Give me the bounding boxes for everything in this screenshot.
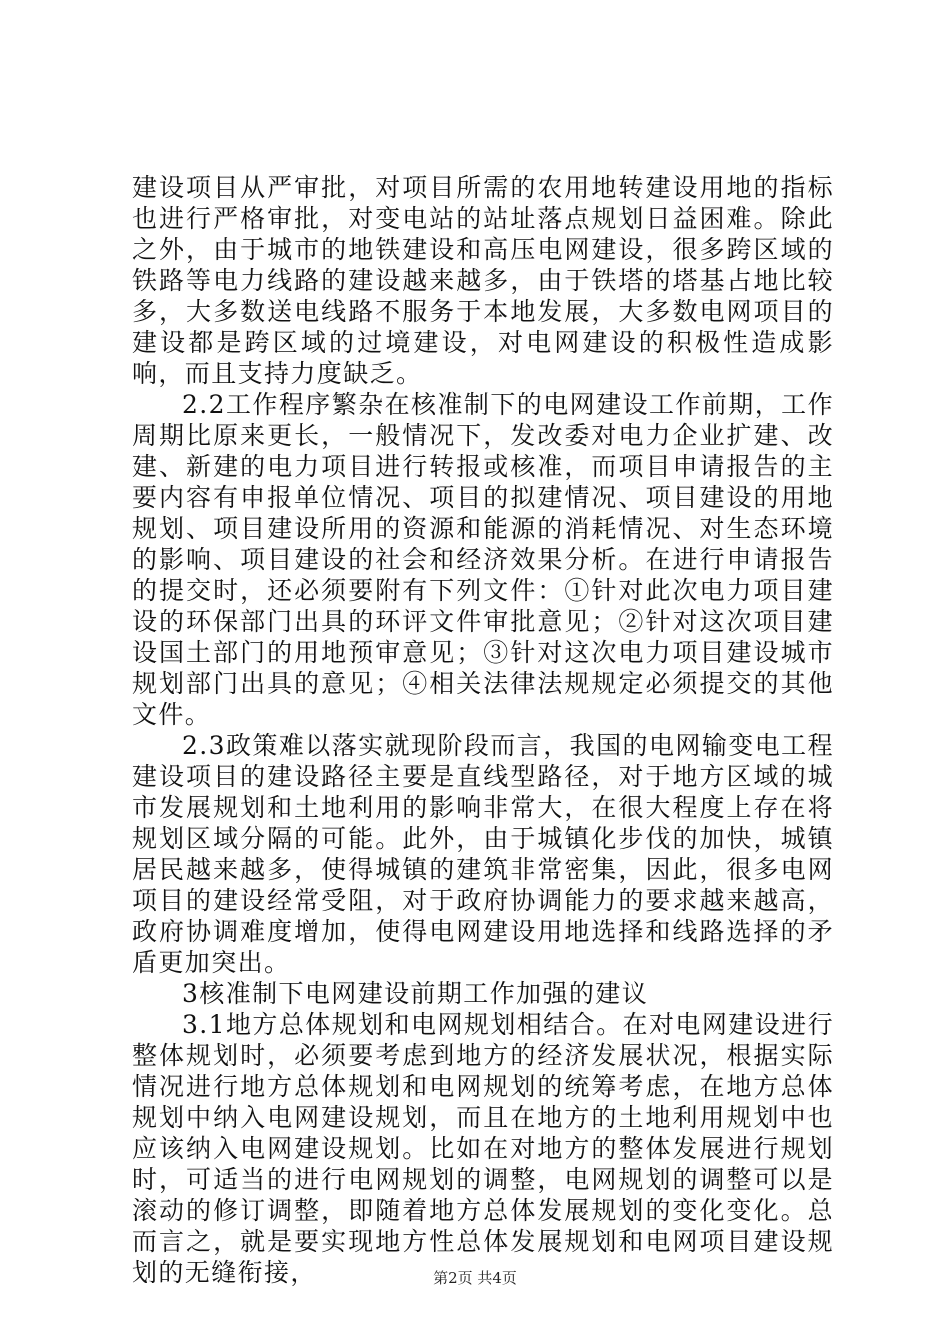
document-body	[132, 172, 834, 1288]
section-heading-3: 3核准制下电网建设前期工作加强的建议	[182, 979, 649, 1008]
paragraph-section-2-3: 2.3政策难以落实就现阶段而言，我国的电网输变电工程建设项目的建设路径主要是直线型路径，对于地方区域的城市发展规划和土地利用的影响非常大，在很大程度上存在将规划区域分隔的可能。此外，由于城镇化步伐的加快，城镇居民越来越多，使得城镇的建筑非常密集，因此，很多电网项目的建设经常受阻，对于政府协调能力的要求越来越高，政府协调难度增加，使得电网建设用地选择和线路选择的矛盾更加突出。	[132, 731, 834, 977]
paragraph-section-2-2: 2.2工作程序繁杂在核准制下的电网建设工作前期，工作周期比原来更长，一般情况下，发改委对电力企业扩建、改建、新建的电力项目进行转报或核准，而项目申请报告的主要内容有申报单位情况、项目的拟建情况、项目建设的用地规划、项目建设所用的资源和能源的消耗情况、对生态环境的影响、项目建设的社会和经济效果分析。在进行申请报告的提交时，还必须要附有下列文件：①针对此次电力项目建设的环保部门出具的环评文件审批意见；②针对这次项目建设国土部门的用地预审意见；③针对这次电力项目建设城市规划部门出具的意见；④相关法律法规规定必须提交的其他文件。	[132, 390, 834, 729]
paragraph-continuation: 建设项目从严审批，对项目所需的农用地转建设用地的指标也进行严格审批，对变电站的站址落点规划日益困难。除此之外，由于城市的地铁建设和高压电网建设，很多跨区域的铁路等电力线路的建设越来越多，由于铁塔的塔基占地比较多，大多数送电线路不服务于本地发展，大多数电网项目的建设都是跨区域的过境建设，对电网建设的积极性造成影响，而且支持力度缺乏。	[132, 173, 834, 388]
paragraph-section-3-1: 3.1地方总体规划和电网规划相结合。在对电网建设进行整体规划时，必须要考虑到地方的经济发展状况，根据实际情况进行地方总体规划和电网规划的统筹考虑，在地方总体规划中纳入电网建设规划，而且在地方的土地利用规划中也应该纳入电网建设规划。比如在对地方的整体发展进行规划时，可适当的进行电网规划的调整，电网规划的调整可以是滚动的修订调整，即随着地方总体发展规划的变化变化。总而言之，就是要实现地方性总体发展规划和电网项目建设规划的无缝衔接，	[132, 1010, 834, 1287]
page-footer: 第2页 共4页	[433, 1269, 517, 1287]
